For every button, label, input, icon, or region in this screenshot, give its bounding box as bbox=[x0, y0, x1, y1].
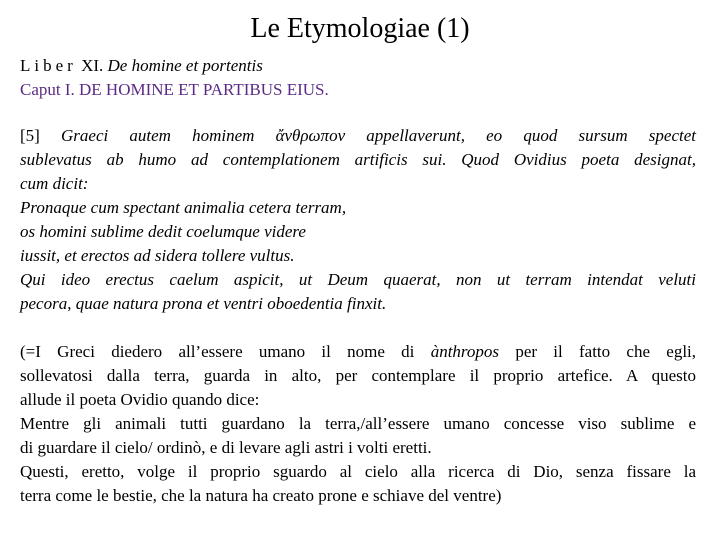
section-reference: [5] bbox=[20, 126, 40, 145]
latin-line: pecora, quae natura prona et ventri oboedentia finxit. bbox=[20, 294, 387, 313]
latin-line: Qui ideo erectus caelum aspicit, ut Deum quaerat, non ut terram intendat veluti bbox=[20, 270, 696, 289]
verse-line: os homini sublime dedit coelumque videre bbox=[20, 222, 306, 241]
translation-line: (=I Greci diedero all’essere umano il nome di ànthropos per il fatto che egli, bbox=[20, 342, 697, 361]
verse-line: iussit, et erectos ad sidera tollere vultus. bbox=[20, 246, 295, 265]
translation-line: allude il poeta Ovidio quando dice: bbox=[20, 390, 260, 409]
book-label: Liber bbox=[20, 56, 77, 75]
book-number: XI. bbox=[81, 56, 104, 75]
latin-line: [5] Graeci autem hominem ἄνθρωπον appellaverunt, eo quod sursum spectet bbox=[20, 126, 696, 145]
translation-line: terra come le bestie, che la natura ha creato prone e schiave del ventre) bbox=[20, 486, 502, 505]
italian-translation bbox=[20, 340, 696, 508]
book-subtitle: De homine et portentis bbox=[107, 56, 263, 75]
translation-line: sollevatosi dalla terra, guarda in alto, per contemplare il proprio artefice. A questo bbox=[20, 366, 696, 385]
verse-line: Pronaque cum spectant animalia cetera terram, bbox=[20, 198, 347, 217]
translation-line: Mentre gli animali tutti guardano la terra,/all’essere umano concesse viso sublime e bbox=[20, 414, 696, 433]
translation-line: di guardare il cielo/ ordinò, e di levare agli astri i volti eretti. bbox=[20, 438, 432, 457]
latin-line: sublevatus ab humo ad contemplationem artificis sui. Quod Ovidius poeta designat, bbox=[20, 150, 696, 169]
page-title: Le Etymologiae (1) bbox=[250, 13, 470, 44]
latin-passage bbox=[20, 124, 696, 316]
greek-term: ànthropos bbox=[430, 342, 500, 361]
latin-line: cum dicit: bbox=[20, 174, 89, 193]
book-heading bbox=[20, 55, 263, 77]
chapter-heading: Caput I. DE HOMINE ET PARTIBUS EIUS. bbox=[20, 80, 329, 99]
translation-line: Questi, eretto, volge il proprio sguardo al cielo alla ricerca di Dio, senza fissare la bbox=[20, 462, 696, 481]
